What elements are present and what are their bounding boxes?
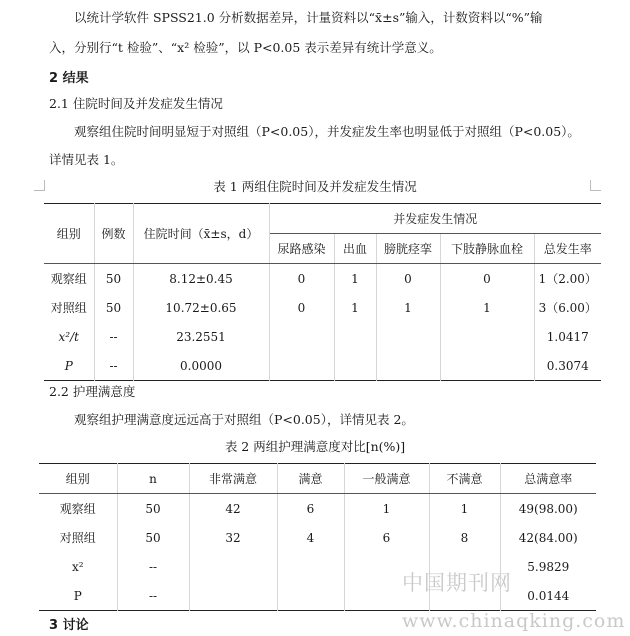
table-cell: 1 [334,293,376,322]
table-1-header-dvt: 下肢静脉血栓 [440,234,534,264]
section-3-title: 3 讨论 [49,618,89,633]
table-cell: 1.0417 [534,322,601,351]
table-row [44,351,601,381]
table-cell: 0 [269,293,334,322]
table-cell: 对照组 [44,293,94,322]
table-1-header-row-1 [44,204,601,234]
table-cell [277,581,344,611]
table-cell: 8.12±0.45 [133,264,269,294]
table-row [39,581,596,611]
table-cell: 0.3074 [534,351,601,381]
table-cell: 1 [440,293,534,322]
table-row [44,264,601,294]
table-1 [44,203,601,381]
table-1-header-group: 组别 [44,204,94,264]
table-1-header-bladder-spasm: 膀胱痉挛 [376,234,440,264]
section-2-title: 2 结果 [49,71,89,86]
table-cell: 1 [344,494,429,524]
table-2-header-group: 组别 [39,464,117,494]
table-cell [269,351,334,381]
table-cell: 42 [189,494,277,524]
table-cell: 0 [440,264,534,294]
table-cell [376,322,440,351]
methods-line-2: 入，分别行“t 检验”、“x² 检验”，以 P<0.05 表示差异有统计学意义。 [49,40,442,55]
table-1-header-complications: 并发症发生情况 [269,204,601,234]
table-cell: 0 [269,264,334,294]
subsection-2-2-title: 2.2 护理满意度 [49,384,136,399]
table-cell: 42(84.00) [500,523,596,552]
table-cell: 1 [429,494,500,524]
table-2 [39,463,596,611]
table-1-header-total: 总发生率 [534,234,601,264]
table-2-header-n: n [117,464,189,494]
table-2-header-fairly-satisfied: 一般满意 [344,464,429,494]
table-cell [189,552,277,581]
table-2-header-row [39,464,596,494]
table-cell: -- [117,552,189,581]
methods-line-1: 以统计学软件 SPSS21.0 分析数据差异，计量资料以“x̄±s”输入，计数资料以“%”输 [74,10,543,25]
table-cell: 10.72±0.65 [133,293,269,322]
table-cell: 6 [344,523,429,552]
table-cell: 0 [376,264,440,294]
table-cell: 观察组 [39,494,117,524]
table-2-header-total-rate: 总满意率 [500,464,596,494]
table-cell: 8 [429,523,500,552]
table-cell [376,351,440,381]
table-row [39,552,596,581]
table-cell [334,351,376,381]
table-cell: -- [117,581,189,611]
table-1-header-bleeding: 出血 [334,234,376,264]
table-cell: 1（2.00） [534,264,601,294]
table-cell: 5.9829 [500,552,596,581]
table-cell [334,322,376,351]
table-cell: 观察组 [44,264,94,294]
para-2-2: 观察组护理满意度远远高于对照组（P<0.05），详情见表 2。 [74,412,414,427]
table-cell: 49(98.00) [500,494,596,524]
table-2-header-unsatisfied: 不满意 [429,464,500,494]
table-cell: 50 [94,264,133,294]
table-row [39,523,596,552]
table-cell: -- [94,351,133,381]
table-cell: 1 [334,264,376,294]
table-cell: 32 [189,523,277,552]
table-cell: 50 [117,494,189,524]
table-cell: 50 [94,293,133,322]
table-2-header-very-satisfied: 非常满意 [189,464,277,494]
table-row [44,322,601,351]
table-cell: 6 [277,494,344,524]
table-row [44,293,601,322]
watermark-chinese: 中国期刊网 [402,571,512,595]
table-cell [277,552,344,581]
table-cell: 3（6.00） [534,293,601,322]
table-cell: P [44,351,94,381]
table-cell: 对照组 [39,523,117,552]
table-2-caption: 表 2 两组护理满意度对比[n(%)] [224,439,406,454]
para-2-1-line-2: 详情见表 1。 [49,152,124,167]
table-cell [440,322,534,351]
table-1-header-uti: 尿路感染 [269,234,334,264]
table-cell: x²/t [44,322,94,351]
table-cell: P [39,581,117,611]
watermark-url: www.chinaqking.com [402,610,626,632]
table-cell: 0.0000 [133,351,269,381]
table-1-header-count: 例数 [94,204,133,264]
table-row [39,494,596,524]
table-cell: 50 [117,523,189,552]
table-cell: 23.2551 [133,322,269,351]
table-cell [440,351,534,381]
table-cell [189,581,277,611]
table-cell: 1 [376,293,440,322]
table-cell: 0.0144 [500,581,596,611]
table-2-header-satisfied: 满意 [277,464,344,494]
table-cell: x² [39,552,117,581]
table-cell: 4 [277,523,344,552]
table-cell [269,322,334,351]
table-1-header-stay: 住院时间（x̄±s，d） [133,204,269,264]
table-1-caption: 表 1 两组住院时间及并发症发生情况 [213,179,417,194]
para-2-1-line-1: 观察组住院时间明显短于对照组（P<0.05），并发症发生率也明显低于对照组（P<0.05）。 [74,124,580,139]
table-cell: -- [94,322,133,351]
subsection-2-1-title: 2.1 住院时间及并发症发生情况 [49,96,223,111]
